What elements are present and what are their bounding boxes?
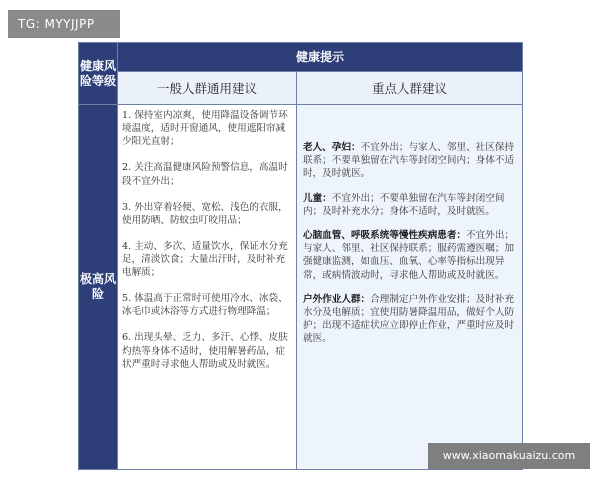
general-advice-cell [118,105,297,470]
header-risk-level: 健康风险等级 [79,43,118,105]
health-risk-table [78,42,523,470]
key-group-text: 不宜外出；与家人、邻里、社区保持联系；服药需遵医嘱；加强健康监测，如血压、血氧、心率等指标出现异常，或病情波动时，寻求他人帮助或及时就医。 [303,230,515,281]
key-group-name: 老人、孕妇： [303,142,361,153]
key-group-text: 不宜外出；不要单独留在汽车等封闭空间内；及时补充水分；身体不适时，及时就医。 [303,192,505,217]
key-group-name: 户外作业人群： [303,293,371,305]
header-health-tips: 健康提示 [118,43,523,72]
key-group-name: 心脑血管、呼吸系统等慢性疾病患者： [303,230,467,242]
key-group-chronic-patients [303,229,518,282]
general-item: 6. 出现头晕、乏力、多汗、心悸、皮肤灼热等身体不适时，使用解暑药品，症状严重时寻求他人帮助或及时就医。 [122,332,288,370]
general-item: 5. 体温高于正常时可使用冷水、冰袋、冰毛巾或沐浴等方式进行物理降温； [122,293,288,318]
general-item: 4. 主动、多次、适量饮水，保证水分充足，清淡饮食；大量出汗时，及时补充电解质； [122,240,288,279]
risk-level-cell: 极高风险 [79,105,118,470]
general-item: 2. 关注高温健康风险预警信息，高温时段不宜外出； [122,162,288,187]
key-group-advice-cell [297,105,523,470]
key-group-elderly-pregnant [303,141,518,181]
subheader-key-groups: 重点人群建议 [297,72,523,105]
key-group-outdoor-workers [303,293,518,346]
general-item: 1. 保持室内凉爽，使用降温设备调节环境温度，适时开窗通风，使用遮阳帘减少阳光直射； [122,110,288,148]
key-group-name: 儿童： [303,192,332,204]
key-group-text: 不宜外出；与家人、邻里、社区保持联系；不要单独留在汽车等封闭空间内；身体不适时，及时就医。 [303,142,515,180]
subheader-general: 一般人群通用建议 [118,72,297,105]
key-group-children [303,192,518,218]
key-group-text: 合理制定户外作业安排；及时补充水分及电解质；宜使用防暑降温用品，做好个人防护；出现不适症状应立即停止作业，严重时应及时就医。 [303,293,515,345]
general-item: 3. 外出穿着轻便、宽松、浅色的衣服，使用防晒、防蚊虫叮咬用品； [122,201,288,226]
watermark-bottom: www.xiaomakuaizu.com [428,443,590,469]
watermark-top: TG: MYYJJPP [8,10,120,38]
